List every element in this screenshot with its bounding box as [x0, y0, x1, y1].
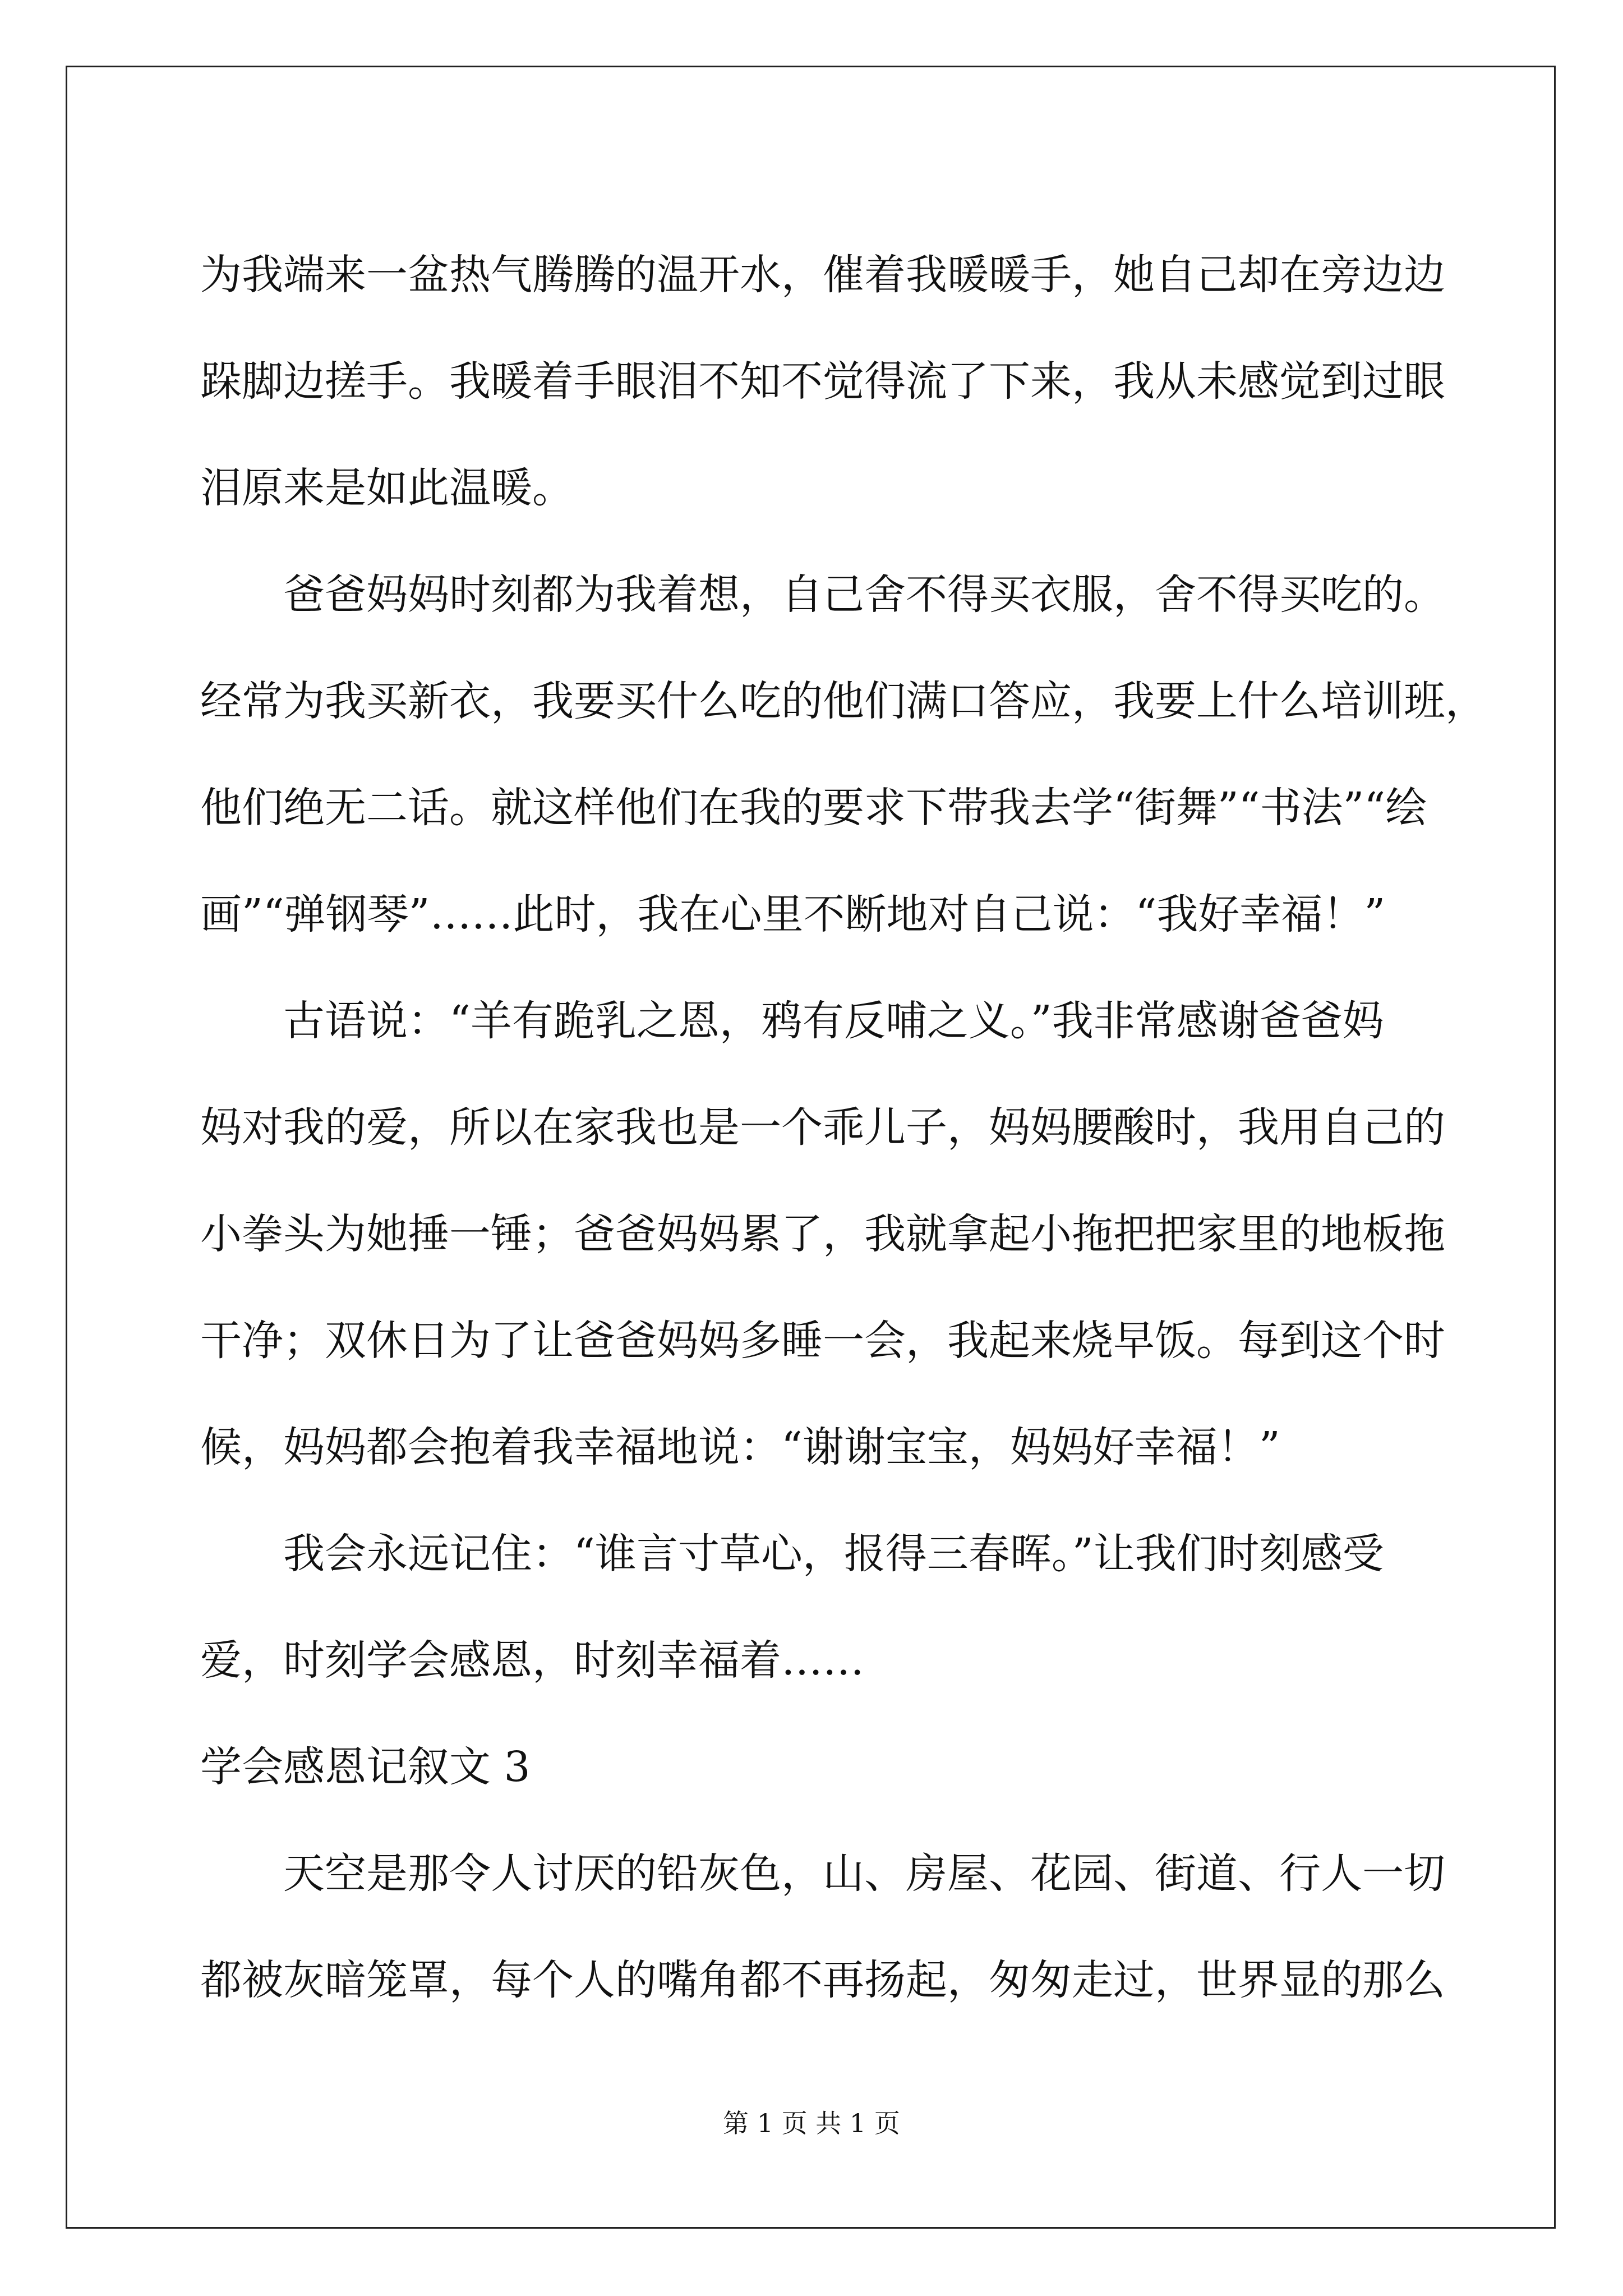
text-line: 泪原来是如此温暖。 — [200, 464, 574, 512]
document-body — [200, 222, 1487, 2033]
text-line: 画”“弹钢琴”……此时，我在心里不断地对自己说：“我好幸福！” — [200, 890, 1386, 938]
text-line: 小拳头为她捶一锤；爸爸妈妈累了，我就拿起小拖把把家里的地板拖 — [200, 1210, 1445, 1258]
paragraph-start-line: 古语说：“羊有跪乳之恩，鸦有反哺之义。”我非常感谢爸爸妈 — [283, 997, 1384, 1045]
paragraph-start-line: 我会永远记住：“谁言寸草心，报得三春晖。”让我们时刻感受 — [283, 1530, 1384, 1578]
text-line: 都被灰暗笼罩，每个人的嘴角都不再扬起，匆匆走过，世界显的那么 — [200, 1956, 1445, 2004]
text-line: 为我端来一盆热气腾腾的温开水，催着我暖暖手，她自己却在旁边边 — [200, 251, 1445, 299]
paragraph-start-line: 爸爸妈妈时刻都为我着想，自己舍不得买衣服，舍不得买吃的。 — [283, 570, 1445, 619]
paragraph-start-line: 天空是那令人讨厌的铅灰色，山、房屋、花园、街道、行人一切 — [283, 1849, 1445, 1898]
text-line: 候，妈妈都会抱着我幸福地说：“谢谢宝宝，妈妈好幸福！” — [200, 1423, 1280, 1471]
page-number-footer: 第 1 页 共 1 页 — [723, 2108, 900, 2138]
text-line: 经常为我买新衣，我要买什么吃的他们满口答应，我要上什么培训班， — [200, 677, 1487, 725]
text-line: 妈对我的爱，所以在家我也是一个乖儿子，妈妈腰酸时，我用自己的 — [200, 1103, 1445, 1152]
text-line: 爱，时刻学会感恩，时刻幸福着…… — [200, 1636, 864, 1685]
text-line: 他们绝无二话。就这样他们在我的要求下带我去学“街舞”“书法”“绘 — [200, 784, 1427, 832]
text-line: 跺脚边搓手。我暖着手眼泪不知不觉得流了下来，我从未感觉到过眼 — [200, 357, 1445, 406]
text-line: 干净；双休日为了让爸爸妈妈多睡一会，我起来烧早饭。每到这个时 — [200, 1317, 1445, 1365]
section-heading: 学会感恩记叙文 3 — [200, 1743, 531, 1791]
